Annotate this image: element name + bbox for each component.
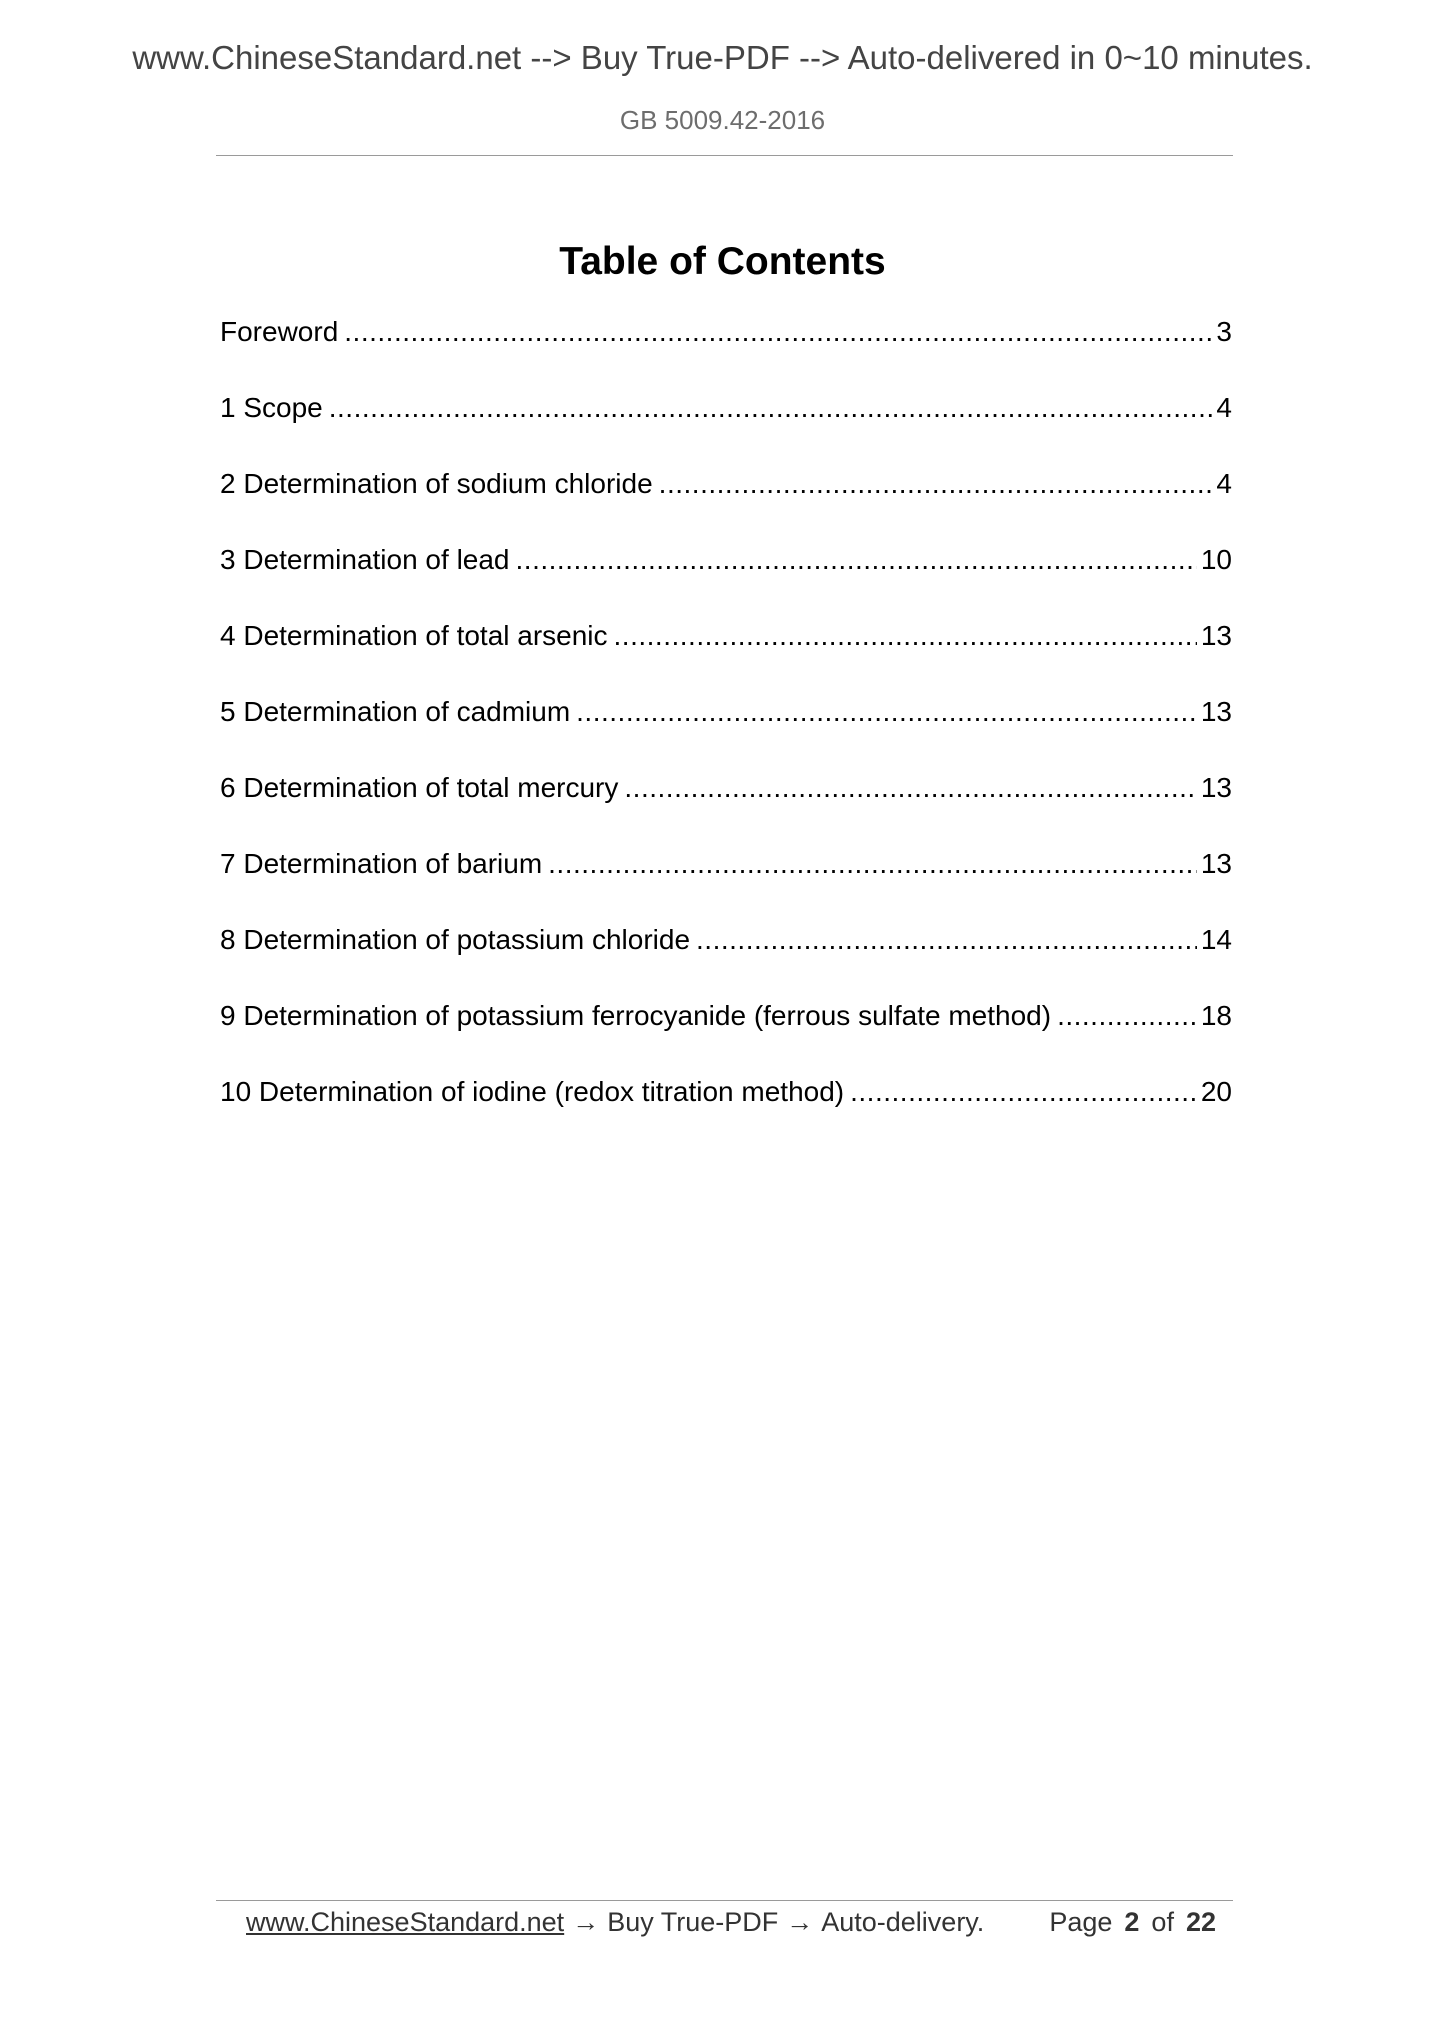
toc-entry-page: 4: [1216, 392, 1232, 423]
toc-entry-label: Foreword: [220, 316, 339, 347]
toc-entry-page: 13: [1200, 848, 1232, 879]
toc-entry-potassium-ferrocyanide[interactable]: [220, 998, 1232, 1074]
current-page-number: 2: [1124, 1907, 1140, 1937]
toc-entry-barium[interactable]: [220, 846, 1232, 922]
dot-leader: [614, 618, 1197, 654]
toc-entry-sodium-chloride[interactable]: [220, 466, 1232, 542]
total-pages-number: 22: [1185, 1907, 1216, 1937]
toc-entry-page: 20: [1200, 1076, 1232, 1107]
page-word: Page: [1049, 1907, 1113, 1937]
dot-leader: [624, 770, 1196, 806]
toc-entry-page: 13: [1200, 696, 1232, 727]
toc-entry-lead[interactable]: [220, 542, 1232, 618]
toc-entry-page: 18: [1200, 1000, 1232, 1031]
toc-entry-page: 10: [1200, 544, 1232, 575]
toc-entry-label: 5 Determination of cadmium: [220, 696, 571, 727]
delivery-text: Auto-delivery.: [821, 1907, 985, 1937]
toc-entry-label: 8 Determination of potassium chloride: [220, 924, 691, 955]
site-banner: www.ChineseStandard.net --> Buy True-PDF --> Auto-delivered in 0~10 minutes.: [132, 39, 1313, 76]
toc-entry-scope[interactable]: [220, 390, 1232, 466]
toc-entry-page: 13: [1200, 772, 1232, 803]
dot-leader: [548, 846, 1197, 882]
site-link[interactable]: www.ChineseStandard.net: [246, 1907, 565, 1937]
dot-leader: [659, 466, 1213, 502]
standard-code: GB 5009.42-2016: [619, 105, 826, 135]
toc-entry-label: 7 Determination of barium: [220, 848, 543, 879]
toc-title: Table of Contents: [559, 240, 886, 284]
toc-entry-page: 13: [1200, 620, 1232, 651]
toc-entry-page: 14: [1200, 924, 1232, 955]
dot-leader: [344, 314, 1212, 350]
toc-entry-cadmium[interactable]: [220, 694, 1232, 770]
toc-entry-label: 2 Determination of sodium chloride: [220, 468, 653, 499]
toc-entry-label: 10 Determination of iodine (redox titration method): [220, 1076, 845, 1107]
dot-leader: [576, 694, 1197, 730]
toc-entry-page: 4: [1216, 468, 1232, 499]
right-arrow-icon: →: [572, 1907, 600, 1937]
buy-text: Buy True-PDF: [607, 1907, 779, 1937]
dot-leader: [850, 1074, 1197, 1110]
toc-entry-page: 3: [1216, 316, 1232, 347]
toc-entry-total-arsenic[interactable]: [220, 618, 1232, 694]
toc-entry-iodine[interactable]: [220, 1074, 1232, 1150]
dot-leader: [516, 542, 1197, 578]
page-footer: [246, 1904, 1216, 1940]
toc-list: [220, 314, 1232, 1150]
page-indicator: [1049, 1904, 1216, 1940]
dot-leader: [329, 390, 1213, 426]
header-divider: [216, 155, 1233, 156]
toc-entry-foreword[interactable]: [220, 314, 1232, 390]
toc-entry-total-mercury[interactable]: [220, 770, 1232, 846]
right-arrow-icon: →: [786, 1907, 814, 1937]
toc-entry-label: 4 Determination of total arsenic: [220, 620, 608, 651]
toc-entry-label: 9 Determination of potassium ferrocyanide (ferrous sulfate method): [220, 1000, 1052, 1031]
footer-divider: [216, 1900, 1233, 1901]
toc-entry-label: 6 Determination of total mercury: [220, 772, 619, 803]
dot-leader: [696, 922, 1197, 958]
of-word: of: [1151, 1907, 1174, 1937]
toc-entry-label: 3 Determination of lead: [220, 544, 510, 575]
toc-entry-label: 1 Scope: [220, 392, 323, 423]
dot-leader: [1057, 998, 1197, 1034]
toc-entry-potassium-chloride[interactable]: [220, 922, 1232, 998]
